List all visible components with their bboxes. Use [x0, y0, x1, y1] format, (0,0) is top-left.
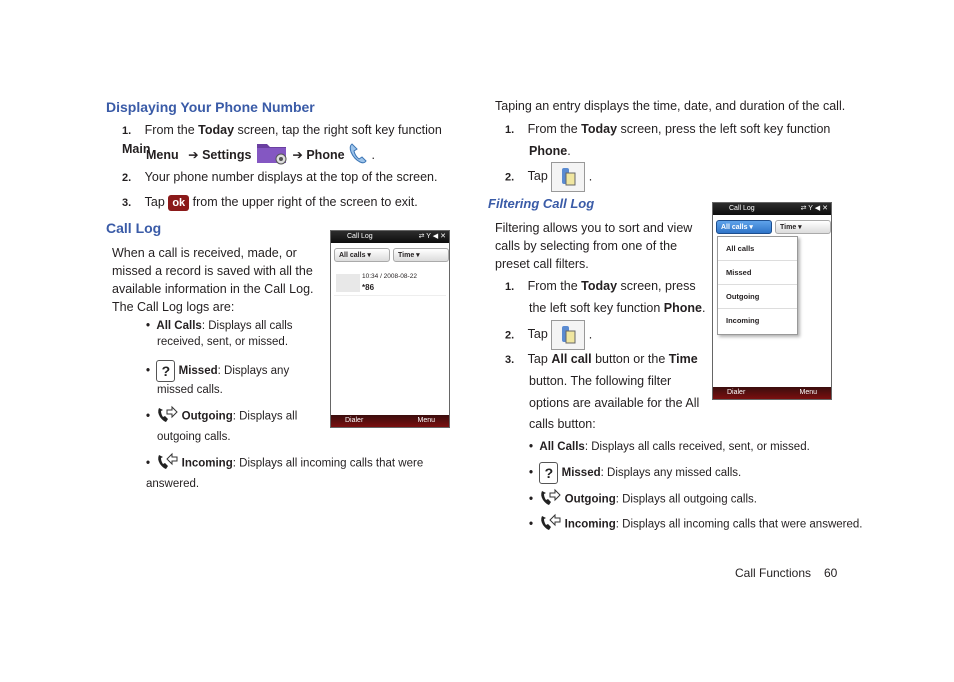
time-button: Time ▾: [775, 220, 831, 234]
all-calls-button: All calls ▾: [334, 248, 390, 262]
menu-item-missed: Missed: [718, 261, 797, 285]
f-step-1-line2: the left soft key function Phone.: [529, 301, 706, 315]
screen-title-bar: Call Log ⇄ Y ◀ ✕: [713, 203, 831, 215]
filter-menu-screenshot: [712, 202, 832, 400]
bullet-missed: • ? Missed: Displays any missed calls.: [146, 360, 321, 398]
missed-call-icon: ?: [156, 360, 175, 382]
f-step-2: 2. Tap .: [505, 320, 705, 350]
menu-item-outgoing: Outgoing: [718, 285, 797, 309]
step-2: 2. Your phone number displays at the top of the screen.: [122, 170, 438, 184]
subsection-title-filtering: Filtering Call Log: [488, 196, 595, 211]
f-step-3-cont: button. The following filter options are available for the All calls button:: [529, 374, 700, 431]
incoming-call-icon: [156, 451, 178, 476]
all-calls-button: All calls ▾: [716, 220, 772, 234]
outgoing-call-icon: [539, 487, 561, 512]
bullet-all-calls: • All Calls: Displays all calls received, sent, or missed.: [146, 320, 293, 348]
r-bullet-incoming: • Incoming: Displays all incoming calls that were answered.: [529, 512, 909, 537]
settings-folder-icon: [255, 140, 289, 171]
step-3: 3. Tap ok from the upper right of the screen to exit.: [122, 195, 418, 209]
phone-key-icon: [551, 320, 585, 350]
call-entry: 10:34 / 2008-08-22 *86: [334, 271, 446, 296]
r-step-2: 2. Tap .: [505, 162, 705, 192]
filter-dropdown-menu: [717, 236, 798, 335]
outgoing-call-icon: [156, 404, 178, 429]
incoming-call-icon: [539, 512, 561, 537]
section-title-call-log: Call Log: [106, 220, 162, 236]
time-button: Time ▾: [393, 248, 449, 262]
r-step-1: 1. From the Today screen, press the left soft key function: [505, 122, 831, 136]
r-step-1-line2: Phone.: [529, 144, 571, 158]
menu-item-incoming: Incoming: [726, 316, 760, 325]
r-bullet-all-calls: • All Calls: Displays all calls received, sent, or missed.: [529, 441, 810, 453]
step-1-line2: Menu ➔ Settings ➔ Phone .: [146, 140, 466, 166]
soft-key-bar: Dialer Menu: [713, 387, 831, 399]
call-log-intro: When a call is received, made, or missed a record is saved with all the available information in the Call Log. The Call Log logs are:: [112, 246, 314, 314]
step-1: 1. From the Today screen, tap the right soft key function Main: [122, 123, 442, 156]
f-step-3: 3. Tap All call button or the Time: [505, 352, 698, 366]
screen-title-bar: Call Log ⇄ Y ◀ ✕: [331, 231, 449, 243]
r-bullet-missed: • ? Missed: Displays any missed calls.: [529, 462, 909, 484]
contact-avatar: [336, 274, 360, 292]
call-log-screenshot: [330, 230, 450, 428]
footer-section: Call Functions: [735, 566, 812, 580]
f-step-1: 1. From the Today screen, press: [505, 279, 696, 293]
page-number: 60: [824, 566, 838, 580]
status-icons: ⇄ Y ◀ ✕: [418, 233, 446, 240]
ok-button-icon: ok: [168, 195, 189, 211]
section-title-phone-number: Displaying Your Phone Number: [106, 99, 315, 115]
menu-item-all-calls: All calls: [718, 237, 797, 261]
r-bullet-outgoing: • Outgoing: Displays all outgoing calls.: [529, 487, 909, 512]
status-icons: ⇄ Y ◀ ✕: [800, 205, 828, 212]
missed-call-icon: ?: [539, 462, 558, 484]
phone-key-icon: [551, 162, 585, 192]
phone-handset-icon: [348, 141, 368, 170]
bullet-incoming: • Incoming: Displays all incoming calls that were answered.: [146, 451, 466, 492]
bullet-outgoing: • Outgoing: Displays all outgoing calls.: [146, 404, 321, 445]
soft-key-bar: Dialer Menu: [331, 415, 449, 427]
filter-intro: Filtering allows you to sort and view calls by selecting from one of the preset call filters.: [495, 221, 693, 271]
right-intro: Taping an entry displays the time, date, and duration of the call.: [495, 99, 846, 113]
